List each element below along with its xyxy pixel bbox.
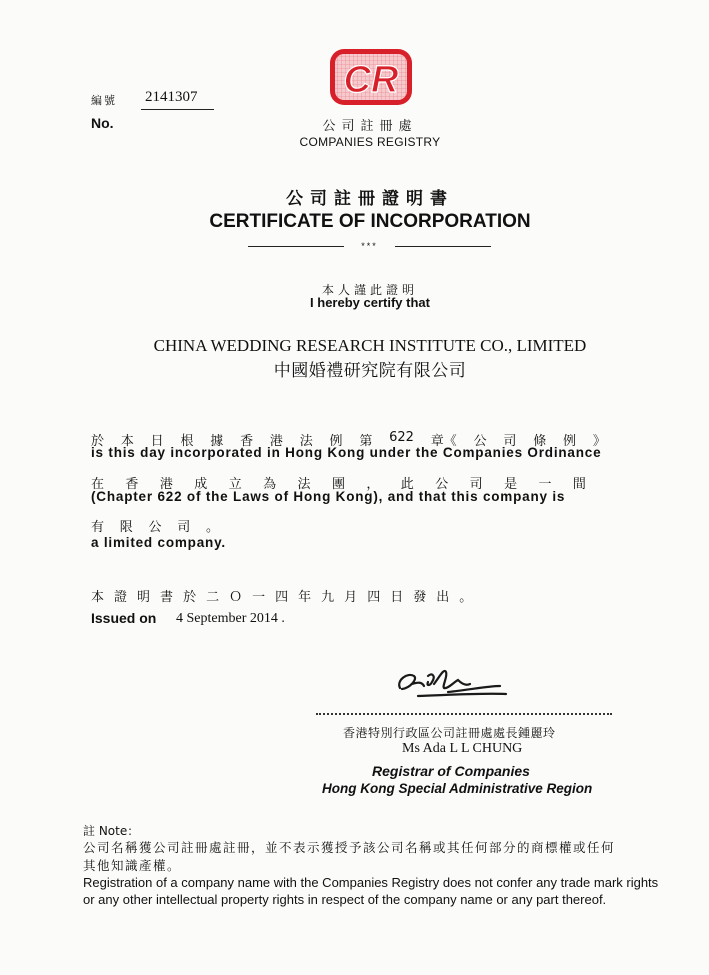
certify-text-zh: 本人謹此證明 xyxy=(321,283,418,297)
spaced-char: 九 xyxy=(321,590,335,605)
title-divider-right xyxy=(395,246,491,247)
spaced-char: 一 xyxy=(538,477,552,492)
spaced-char: 此 xyxy=(400,477,414,492)
spaced-char: 公 xyxy=(435,477,449,492)
spaced-char: 四 xyxy=(275,590,289,605)
spaced-char: 章《 xyxy=(430,434,457,449)
companies-registry-logo xyxy=(329,48,413,106)
spaced-char: 法 xyxy=(297,477,311,492)
spaced-char: 本 xyxy=(120,434,134,449)
number-underline xyxy=(141,109,214,110)
spaced-char: 四 xyxy=(367,590,381,605)
note-text-zh-1: 公司名稱獲公司註冊處註冊，並不表示獲授予該公司名稱或其任何部分的商標權或任何 xyxy=(83,840,616,855)
spaced-char: 於 xyxy=(91,434,105,449)
spaced-char: 本 xyxy=(91,590,105,605)
certify-text-en: I hereby certify that xyxy=(310,295,430,310)
spaced-char: 條 xyxy=(533,434,547,449)
spaced-char: 發 xyxy=(413,590,427,605)
number-label-zh: 編號 xyxy=(91,94,117,107)
registrar-name: Ms Ada L L CHUNG xyxy=(402,741,523,756)
incorporation-line-en: is this day incorporated in Hong Kong under the Companies Ordinance xyxy=(91,445,602,460)
limited-company-en: a limited company. xyxy=(91,535,226,550)
spaced-char: 香 xyxy=(240,434,254,449)
registrar-signature xyxy=(388,662,513,707)
registry-name-en: COMPANIES REGISTRY xyxy=(299,135,441,149)
spaced-char: 年 xyxy=(298,590,312,605)
note-label: 註 Note： xyxy=(83,824,140,838)
spaced-char: 月 xyxy=(344,590,358,605)
registrar-title-en: Registrar of Companies xyxy=(372,763,530,779)
title-stars: *** xyxy=(361,241,378,251)
spaced-char: 。 xyxy=(459,590,473,605)
spaced-char: 第 xyxy=(359,434,373,449)
spaced-char: 日 xyxy=(150,434,164,449)
certificate-title-zh: 公司註冊證明書 xyxy=(286,189,454,209)
limited-company-zh xyxy=(91,516,219,535)
spaced-char: 明 xyxy=(137,590,151,605)
spaced-char: 。 xyxy=(205,520,219,535)
spaced-char: 有 xyxy=(91,520,105,535)
number-label-en: No. xyxy=(91,115,114,131)
issued-on-label: Issued on xyxy=(91,610,157,626)
note-text-en-2: or any other intellectual property rights in respect of the company name or any part thereof. xyxy=(83,892,607,907)
spaced-char: 出 xyxy=(436,590,450,605)
spaced-char: 根 xyxy=(180,434,194,449)
spaced-char: 成 xyxy=(194,477,208,492)
certificate-number: 2141307 xyxy=(145,89,198,105)
spaced-char: 日 xyxy=(390,590,404,605)
spaced-char: 公 xyxy=(148,520,162,535)
spaced-char: 例 xyxy=(329,434,343,449)
spaced-char: ， xyxy=(366,477,380,492)
signature-dotted-line xyxy=(316,713,612,717)
spaced-char: 二 xyxy=(206,590,220,605)
note-text-en-1: Registration of a company name with the Companies Registry does not confer any trade mark rights xyxy=(83,875,659,890)
spaced-char: 團 xyxy=(331,477,345,492)
chapter-line-en: (Chapter 622 of the Laws of Hong Kong), and that this company is xyxy=(91,489,566,504)
spaced-char: 書 xyxy=(160,590,174,605)
issue-date-zh xyxy=(91,586,482,605)
spaced-char: 公 xyxy=(473,434,487,449)
spaced-char: 於 xyxy=(183,590,197,605)
spaced-char: 香 xyxy=(125,477,139,492)
spaced-char: 限 xyxy=(119,520,133,535)
spaced-char: 一 xyxy=(252,590,266,605)
spaced-char: 港 xyxy=(269,434,283,449)
spaced-char: 司 xyxy=(469,477,483,492)
issue-date-en: 4 September 2014 . xyxy=(176,611,285,626)
spaced-char: 司 xyxy=(177,520,191,535)
registry-name-zh: 公司註冊處 xyxy=(322,119,418,134)
certificate-title-en: CERTIFICATE OF INCORPORATION xyxy=(209,211,531,232)
spaced-char: 據 xyxy=(210,434,224,449)
spaced-char: 立 xyxy=(228,477,242,492)
spaced-char: 為 xyxy=(263,477,277,492)
spaced-char: 港 xyxy=(159,477,173,492)
spaced-char: 司 xyxy=(503,434,517,449)
spaced-char: 例 xyxy=(563,434,577,449)
registrar-title-zh: 香港特別行政區公司註冊處處長鍾麗玲 xyxy=(343,726,556,740)
spaced-char: 法 xyxy=(299,434,313,449)
spaced-char: 證 xyxy=(114,590,128,605)
spaced-char: 在 xyxy=(91,477,105,492)
spaced-char: 間 xyxy=(572,477,586,492)
spaced-char: 是 xyxy=(504,477,518,492)
registrar-region-en: Hong Kong Special Administrative Region xyxy=(322,781,593,796)
note-text-zh-2: 其他知識產權。 xyxy=(83,858,182,873)
company-name-zh: 中國婚禮研究院有限公司 xyxy=(273,361,467,381)
spaced-char: Ｏ xyxy=(229,590,243,605)
logo-text: CR xyxy=(343,59,399,101)
title-divider-left xyxy=(248,246,344,247)
spaced-char: 622 xyxy=(389,430,414,445)
spaced-char: 》 xyxy=(592,434,606,449)
company-name-en: CHINA WEDDING RESEARCH INSTITUTE CO., LIMITED xyxy=(153,336,587,355)
